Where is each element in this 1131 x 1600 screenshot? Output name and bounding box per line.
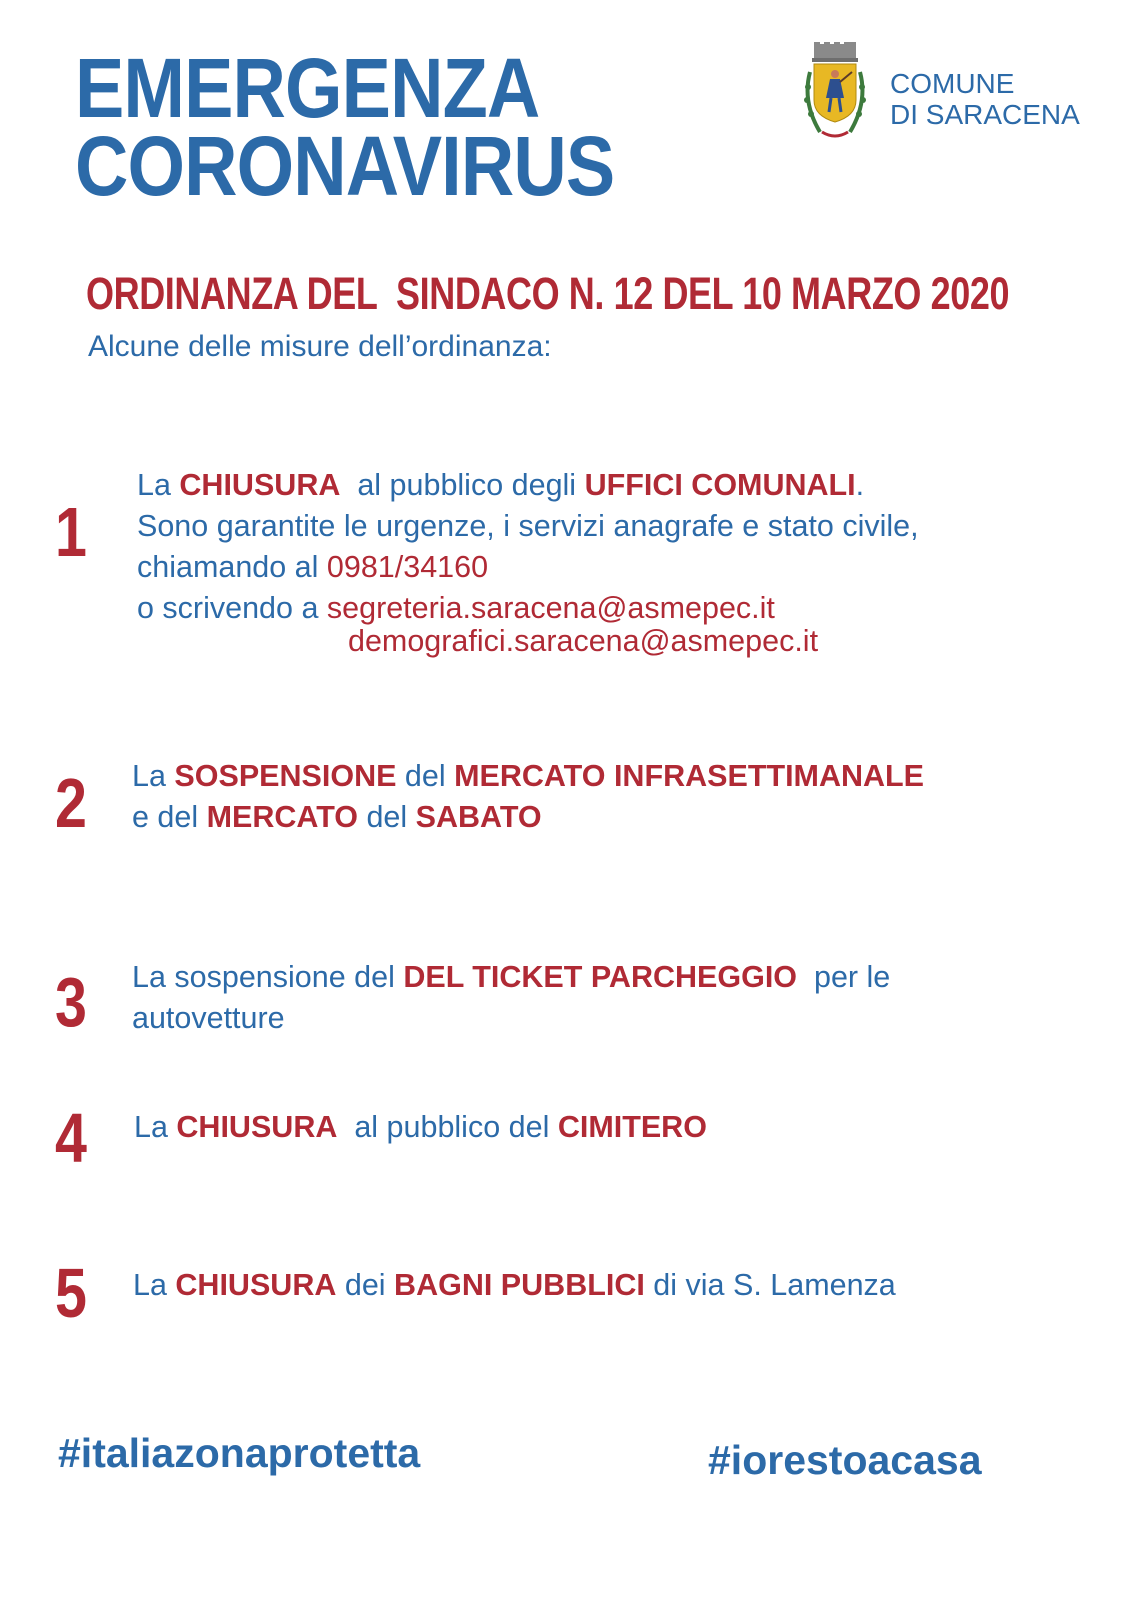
- measure-2-line1: [132, 756, 924, 797]
- measure-5-line1: [133, 1265, 896, 1306]
- measure-number-4: 4: [55, 1099, 87, 1177]
- hashtag-iorestoacasa[interactable]: #iorestoacasa: [708, 1437, 982, 1483]
- highlight: CHIUSURA: [176, 1110, 338, 1144]
- email-demografici[interactable]: demografici.saracena@asmepec.it: [348, 624, 819, 658]
- text: e del: [132, 800, 207, 834]
- measure-2-line2: [132, 797, 924, 838]
- email-demografici-row: [348, 621, 818, 662]
- measure-4-text: [134, 1107, 707, 1148]
- measure-1-line1: [137, 465, 919, 506]
- measure-3-line1: [132, 957, 890, 998]
- title-coronavirus: CORONAVIRUS: [75, 119, 615, 213]
- highlight: UFFICI COMUNALI: [584, 468, 856, 502]
- highlight: SABATO: [415, 800, 542, 834]
- measure-3-text: [132, 957, 890, 1039]
- text: La: [132, 759, 175, 793]
- highlight: MERCATO: [206, 800, 358, 834]
- text: La: [133, 1268, 176, 1302]
- text: La: [134, 1110, 177, 1144]
- comune-line2: DI SARACENA: [890, 99, 1080, 130]
- measure-5-text: [133, 1265, 896, 1306]
- text: di via S. Lamenza: [644, 1268, 896, 1302]
- measure-number-3: 3: [55, 963, 87, 1041]
- highlight: CIMITERO: [557, 1110, 707, 1144]
- measure-2-text: [132, 756, 924, 838]
- text: al pubblico degli: [340, 468, 585, 502]
- highlight: BAGNI PUBBLICI: [394, 1268, 645, 1302]
- measure-number-2: 2: [55, 764, 87, 842]
- text: del: [358, 800, 416, 834]
- text: La: [137, 468, 180, 502]
- text: chiamando al: [137, 550, 327, 584]
- ordinanza-intro: Alcune delle misure dell’ordinanza:: [88, 330, 552, 363]
- measure-number-1: 1: [55, 493, 87, 571]
- comune-line1: COMUNE: [890, 68, 1015, 99]
- highlight: DEL TICKET PARCHEGGIO: [403, 960, 798, 994]
- phone-number[interactable]: 0981/34160: [326, 550, 489, 584]
- measure-1-line3: [137, 547, 919, 588]
- text: o scrivendo a: [137, 591, 327, 625]
- text: .: [855, 468, 865, 502]
- saracena-coat-of-arms-icon: [800, 42, 870, 146]
- measure-number-5: 5: [55, 1254, 87, 1332]
- title-emergenza: EMERGENZA: [75, 41, 540, 135]
- highlight: MERCATO INFRASETTIMANALE: [454, 759, 925, 793]
- highlight: SOSPENSIONE: [174, 759, 397, 793]
- hashtag-italiazonaprotetta[interactable]: #italiazonaprotetta: [58, 1430, 421, 1476]
- measure-4-line1: [134, 1107, 707, 1148]
- measure-1-text: [137, 465, 919, 629]
- measure-3-line2: autovetture: [132, 1001, 285, 1035]
- highlight: CHIUSURA: [179, 468, 341, 502]
- text: del: [396, 759, 455, 793]
- text: al pubblico del: [337, 1110, 558, 1144]
- highlight: CHIUSURA: [175, 1268, 337, 1302]
- text: per le: [797, 960, 891, 994]
- comune-label: [890, 68, 1080, 130]
- email-segreteria[interactable]: segreteria.saracena@asmepec.it: [326, 591, 775, 625]
- text: La sospensione del: [132, 960, 404, 994]
- text: dei: [336, 1268, 395, 1302]
- ordinanza-title: ORDINANZA DEL SINDACO N. 12 DEL 10 MARZO 2020: [86, 268, 1010, 319]
- measure-1-line2: Sono garantite le urgenze, i servizi anagrafe e stato civile,: [137, 509, 919, 543]
